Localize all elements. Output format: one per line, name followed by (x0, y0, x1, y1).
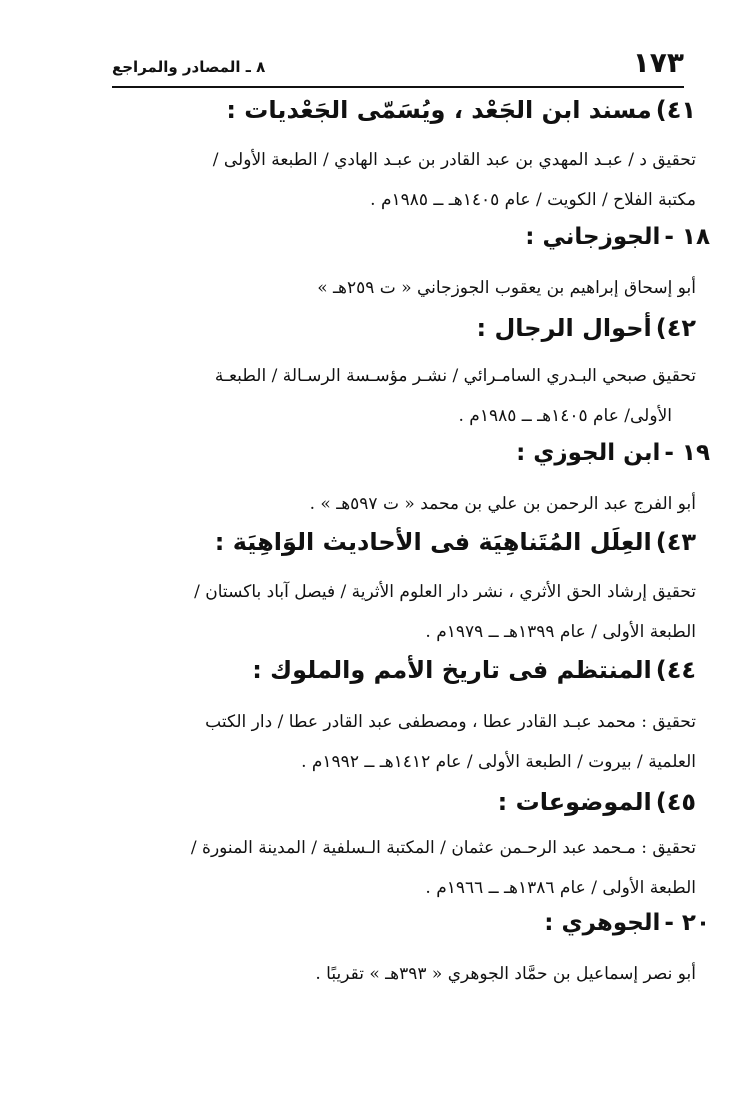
details-line: مكتبة الفلاح / الكويت / عام ١٤٠٥هـ ــ ١٩٨٥م . (370, 190, 696, 210)
details-line: الطبعة الأولى / عام ١٣٨٦هـ ــ ١٩٦٦م . (425, 878, 696, 898)
author-heading (120, 224, 710, 250)
details-line: الأولى/ عام ١٤٠٥هـ ــ ١٩٨٥م . (458, 406, 672, 426)
author-name: الجوزجاني : (525, 224, 661, 250)
work-title: العِلَل المُتَناهِيَة فى الأحاديث الوَاهِيَة : (214, 528, 652, 556)
page-number: ١٧٣ (632, 46, 684, 79)
work-details (120, 572, 696, 652)
details-line: أبو الفرج عبد الرحمن بن علي بن محمد « ت ٥٩٧هـ » . (309, 494, 696, 514)
work-number: ٤٥) (655, 788, 696, 816)
author-number: ١٨ - (664, 224, 710, 250)
work-details (120, 828, 696, 908)
work-number: ٤٢) (655, 314, 696, 342)
details-line: تحقيق د / عبـد المهدي بن عبد القادر بن عبـد الهادي / الطبعة الأولى / (212, 150, 696, 170)
running-title: ٨ ـ المصادر والمراجع (112, 58, 266, 76)
details-line: تحقيق : مـحمد عبد الرحـمن عثمان / المكتبة الـسلفية / المدينة المنورة / (190, 838, 696, 858)
details-line: تحقيق : محمد عبـد القادر عطا ، ومصطفى عبد القادر عطا / دار الكتب (205, 712, 696, 732)
page-header (112, 44, 684, 86)
work-title: الموضوعات : (497, 788, 652, 816)
work-details (120, 356, 696, 436)
work-title: أحوال الرجال : (476, 314, 652, 342)
author-details (120, 954, 696, 994)
work-heading (120, 656, 696, 684)
details-line: العلمية / بيروت / الطبعة الأولى / عام ١٤١٢هـ ــ ١٩٩٢م . (301, 752, 696, 772)
work-details (120, 702, 696, 782)
details-line: الطبعة الأولى / عام ١٣٩٩هـ ــ ١٩٧٩م . (425, 622, 696, 642)
header-rule (112, 86, 684, 88)
details-line: أبو نصر إسماعيل بن حمَّاد الجوهري « ٣٩٣هـ » تقريبًا . (315, 964, 696, 984)
work-details (120, 140, 696, 220)
work-title: مسند ابن الجَعْد ، ويُسَمّى الجَعْديات : (226, 96, 652, 124)
work-heading (120, 788, 696, 816)
author-details (120, 484, 696, 524)
author-number: ١٩ - (664, 440, 710, 466)
author-name: ابن الجوزي : (516, 440, 661, 466)
author-heading (120, 440, 710, 466)
work-heading (120, 96, 696, 124)
author-details (120, 268, 696, 308)
details-line: تحقيق إرشاد الحق الأثري ، نشر دار العلوم الأثرية / فيصل آباد باكستان / (194, 582, 696, 602)
work-number: ٤١) (655, 96, 696, 124)
work-number: ٤٤) (655, 656, 696, 684)
work-number: ٤٣) (655, 528, 696, 556)
author-name: الجوهري : (544, 910, 661, 936)
work-heading (120, 528, 696, 556)
details-line: تحقيق صبحي البـدري السامـرائي / نشـر مؤسـسة الرسـالة / الطبعـة (214, 366, 696, 386)
details-line: أبو إسحاق إبراهيم بن يعقوب الجوزجاني « ت ٢٥٩هـ » (317, 278, 696, 298)
work-heading (120, 314, 696, 342)
work-title: المنتظم فى تاريخ الأمم والملوك : (252, 656, 652, 684)
author-number: ٢٠ - (664, 910, 710, 936)
author-heading (120, 910, 710, 936)
